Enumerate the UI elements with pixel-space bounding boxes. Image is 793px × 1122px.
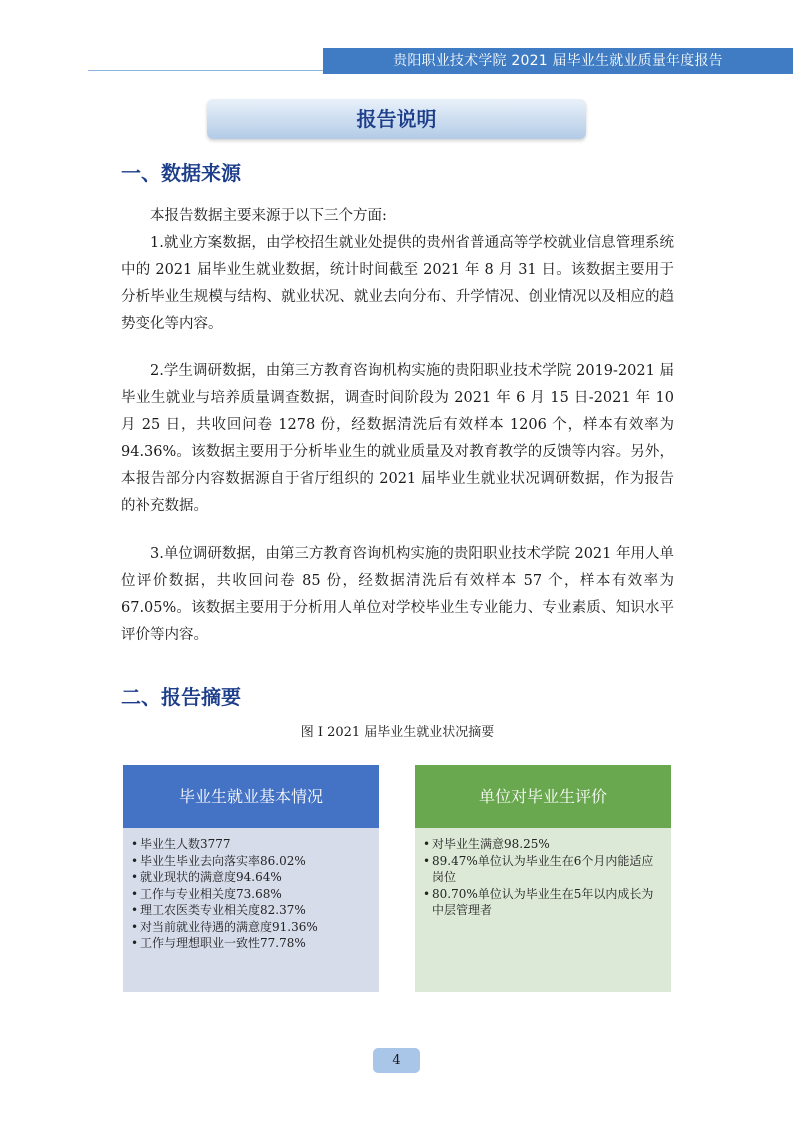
paragraph-source-3: 3.单位调研数据，由第三方教育咨询机构实施的贵阳职业技术学院 2021 年用人单位评价数据，共收回问卷 85 份，经数据清洗后有效样本 57 个，样本有效率为 67.05%。该数据主要用于分析用人单位对学校毕业生专业能力、专业素质、知识水平评价等内容。 — [121, 546, 674, 643]
list-item: • 工作与专业相关度73.68% — [131, 886, 373, 903]
section-heading-summary: 二、报告摘要 — [121, 685, 241, 709]
employment-basics-list — [123, 828, 379, 952]
list-item: • 毕业生毕业去向落实率86.02% — [131, 853, 373, 870]
list-item: • 80.70%单位认为毕业生在5年以内成长为中层管理者 — [423, 886, 665, 919]
paragraph-source-2: 2.学生调研数据，由第三方教育咨询机构实施的贵阳职业技术学院 2019-2021 届毕业生就业与培养质量调查数据，调查时间阶段为 2021 年 6 月 15 日-2021 年 10 月 25 日，共收回问卷 1278 份，经数据清洗后有效样本 1206 个，样本有效率为 94.36%。该数据主要用于分析毕业生的就业质量及对教育教学的反馈等内容。另外，本报告部分内容数据源自于省厅组织的 2021 届毕业生就业状况调研数据，作为报告的补充数据。 — [121, 363, 674, 514]
list-item: • 毕业生人数3777 — [131, 836, 373, 853]
list-item: • 对毕业生满意98.25% — [423, 836, 665, 853]
employer-evaluation-panel — [415, 765, 671, 992]
header-divider — [88, 70, 323, 71]
employer-evaluation-list — [415, 828, 671, 919]
paragraph-intro: 本报告数据主要来源于以下三个方面: — [150, 208, 387, 224]
employer-evaluation-title: 单位对毕业生评价 — [415, 765, 671, 828]
section-heading-data-sources: 一、数据来源 — [121, 161, 241, 185]
list-item: • 89.47%单位认为毕业生在6个月内能适应岗位 — [423, 853, 665, 886]
list-item: • 对当前就业待遇的满意度91.36% — [131, 919, 373, 936]
employment-basics-title: 毕业生就业基本情况 — [123, 765, 379, 828]
paragraph-source-1: 1.就业方案数据，由学校招生就业处提供的贵州省普通高等学校就业信息管理系统中的 2021 届毕业生就业数据，统计时间截至 2021 年 8 月 31 日。该数据主要用于分析毕业生规模与结构、就业状况、就业去向分布、升学情况、创业情况以及相应的趋势变化等内容。 — [121, 235, 674, 332]
list-item: • 理工农医类专业相关度82.37% — [131, 902, 373, 919]
list-item: • 工作与理想职业一致性77.78% — [131, 935, 373, 952]
employment-basics-panel — [123, 765, 379, 992]
page-number: 4 — [373, 1048, 420, 1073]
list-item: • 就业现状的满意度94.64% — [131, 869, 373, 886]
page-title: 报告说明 — [207, 99, 586, 139]
figure-caption: 图 I 2021 届毕业生就业状况摘要 — [300, 725, 495, 740]
running-header: 贵阳职业技术学院 2021 届毕业生就业质量年度报告 — [323, 48, 793, 74]
